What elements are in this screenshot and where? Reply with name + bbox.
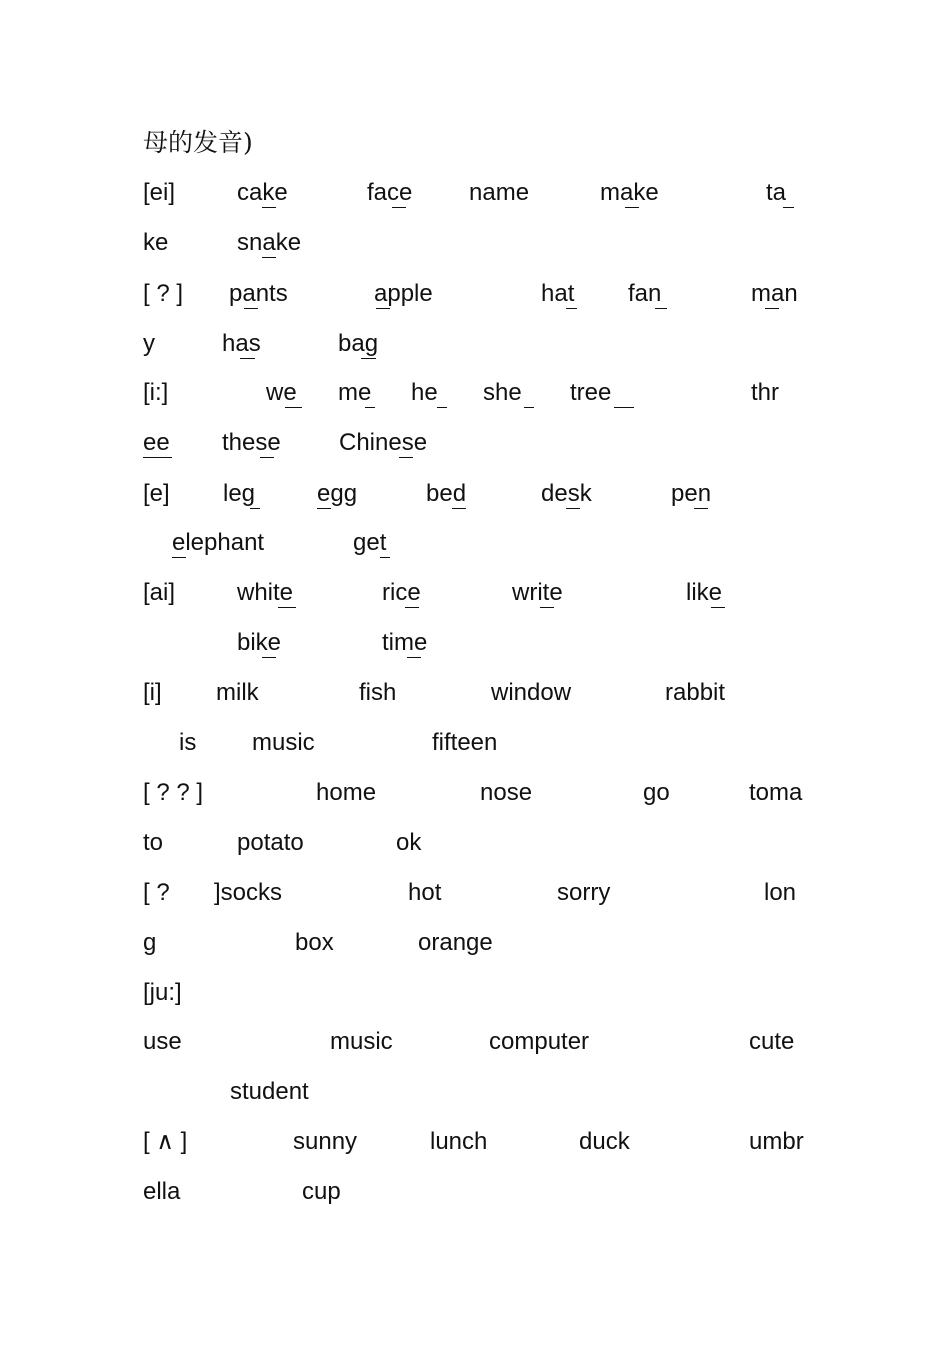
example-word: y xyxy=(143,330,155,357)
letter-underline xyxy=(285,407,302,408)
example-word: has xyxy=(222,330,261,357)
letter-underline xyxy=(614,407,634,408)
letter-underline xyxy=(278,607,296,608)
example-word: music xyxy=(330,1028,393,1055)
example-word: he xyxy=(411,379,438,406)
letter-underline xyxy=(392,207,406,208)
phoneme-symbol: [ ∧ ] xyxy=(143,1128,188,1155)
phonics-line xyxy=(0,876,950,910)
letter-underline xyxy=(694,508,708,509)
example-word: snake xyxy=(237,229,302,256)
example-word: get xyxy=(353,529,387,556)
letter-underline xyxy=(566,508,580,509)
phonics-line xyxy=(0,976,950,1010)
letter-underline xyxy=(172,557,186,558)
phonics-line xyxy=(0,726,950,760)
example-word: lon xyxy=(764,879,797,906)
example-word: hat xyxy=(541,280,575,307)
example-word: is xyxy=(179,729,197,756)
phonics-line xyxy=(0,1025,950,1059)
letter-underline xyxy=(262,657,276,658)
example-word: music xyxy=(252,729,315,756)
example-word: elephant xyxy=(172,529,265,556)
example-word: ee xyxy=(143,429,170,456)
example-word: box xyxy=(295,929,334,956)
letter-underline xyxy=(317,508,331,509)
example-word: time xyxy=(382,629,428,656)
phoneme-symbol: [ ? ? ] xyxy=(143,779,204,806)
example-word: name xyxy=(469,179,530,206)
phoneme-symbol: [ei] xyxy=(143,179,176,206)
letter-underline xyxy=(240,358,255,359)
phoneme-symbol: [ai] xyxy=(143,579,176,606)
example-word: window xyxy=(491,679,572,706)
letter-underline xyxy=(437,407,447,408)
phonics-line xyxy=(0,1175,950,1209)
example-word: man xyxy=(751,280,798,307)
example-word: me xyxy=(338,379,372,406)
example-word: she xyxy=(483,379,522,406)
letter-underline xyxy=(143,457,172,458)
phonics-line xyxy=(0,477,950,511)
example-word: cute xyxy=(749,1028,795,1055)
example-word: fan xyxy=(628,280,662,307)
example-word: rabbit xyxy=(665,679,726,706)
title-line xyxy=(0,126,950,160)
example-word: orange xyxy=(418,929,493,956)
example-word: apple xyxy=(374,280,433,307)
example-word: like xyxy=(686,579,723,606)
example-word: pants xyxy=(229,280,288,307)
letter-underline xyxy=(765,308,779,309)
phonics-line xyxy=(0,376,950,410)
example-word: rice xyxy=(382,579,421,606)
example-word: bed xyxy=(426,480,467,507)
letter-underline xyxy=(452,508,466,509)
phonics-line xyxy=(0,526,950,560)
phonics-line xyxy=(0,676,950,710)
example-word: thr xyxy=(751,379,780,406)
example-word: cake xyxy=(237,179,288,206)
letter-underline xyxy=(524,407,534,408)
example-word: we xyxy=(266,379,297,406)
example-word: fifteen xyxy=(432,729,498,756)
example-word: tree xyxy=(570,379,612,406)
example-word: use xyxy=(143,1028,182,1055)
example-word: Chinese xyxy=(339,429,428,456)
example-word: lunch xyxy=(430,1128,488,1155)
example-word: egg xyxy=(317,480,358,507)
letter-underline xyxy=(361,358,376,359)
letter-underline xyxy=(655,308,667,309)
example-word: ke xyxy=(143,229,169,256)
example-word: potato xyxy=(237,829,304,856)
letter-underline xyxy=(376,308,390,309)
example-word: bag xyxy=(338,330,379,357)
example-word: milk xyxy=(216,679,259,706)
example-word: ]socks xyxy=(214,879,283,906)
letter-underline xyxy=(405,607,419,608)
example-word: to xyxy=(143,829,164,856)
phonics-line xyxy=(0,327,950,361)
example-word: make xyxy=(600,179,659,206)
example-word: sorry xyxy=(557,879,611,906)
example-word: nose xyxy=(480,779,533,806)
phonics-line xyxy=(0,926,950,960)
letter-underline xyxy=(540,607,554,608)
phonics-line xyxy=(0,426,950,460)
letter-underline xyxy=(783,207,794,208)
phonics-line xyxy=(0,576,950,610)
letter-underline xyxy=(566,308,577,309)
phoneme-symbol: [ ? xyxy=(143,879,170,906)
letter-underline xyxy=(407,657,421,658)
letter-underline xyxy=(711,607,725,608)
letter-underline xyxy=(262,207,276,208)
letter-underline xyxy=(399,457,413,458)
phonics-line xyxy=(0,826,950,860)
phoneme-symbol: [e] xyxy=(143,480,170,507)
example-word: home xyxy=(316,779,377,806)
example-word: desk xyxy=(541,480,592,507)
phonics-line xyxy=(0,1125,950,1159)
example-word: write xyxy=(512,579,563,606)
example-word: these xyxy=(222,429,281,456)
phoneme-symbol: [i] xyxy=(143,679,162,706)
page-title: 母的发音) xyxy=(143,128,253,157)
phonics-line xyxy=(0,277,950,311)
example-word: umbr xyxy=(749,1128,804,1155)
letter-underline xyxy=(244,308,258,309)
example-word: sunny xyxy=(293,1128,358,1155)
example-word: ta xyxy=(766,179,787,206)
example-word: g xyxy=(143,929,157,956)
example-word: computer xyxy=(489,1028,590,1055)
letter-underline xyxy=(380,557,390,558)
example-word: white xyxy=(237,579,294,606)
phonics-line xyxy=(0,776,950,810)
phoneme-symbol: [ ? ] xyxy=(143,280,184,307)
example-word: bike xyxy=(237,629,282,656)
example-word: hot xyxy=(408,879,442,906)
example-word: leg xyxy=(223,480,256,507)
phoneme-symbol: [ju:] xyxy=(143,979,182,1006)
example-word: pen xyxy=(671,480,712,507)
letter-underline xyxy=(625,207,639,208)
example-word: cup xyxy=(302,1178,341,1205)
example-word: ella xyxy=(143,1178,181,1205)
example-word: duck xyxy=(579,1128,630,1155)
phonics-line xyxy=(0,176,950,210)
example-word: fish xyxy=(359,679,397,706)
phonics-line xyxy=(0,626,950,660)
example-word: ok xyxy=(396,829,422,856)
letter-underline xyxy=(365,407,375,408)
phoneme-symbol: [i:] xyxy=(143,379,169,406)
example-word: face xyxy=(367,179,413,206)
letter-underline xyxy=(262,257,276,258)
phonics-line xyxy=(0,226,950,260)
example-word: toma xyxy=(749,779,803,806)
example-word: student xyxy=(230,1078,309,1105)
letter-underline xyxy=(250,508,260,509)
phonics-line xyxy=(0,1075,950,1109)
letter-underline xyxy=(260,457,274,458)
example-word: go xyxy=(643,779,670,806)
